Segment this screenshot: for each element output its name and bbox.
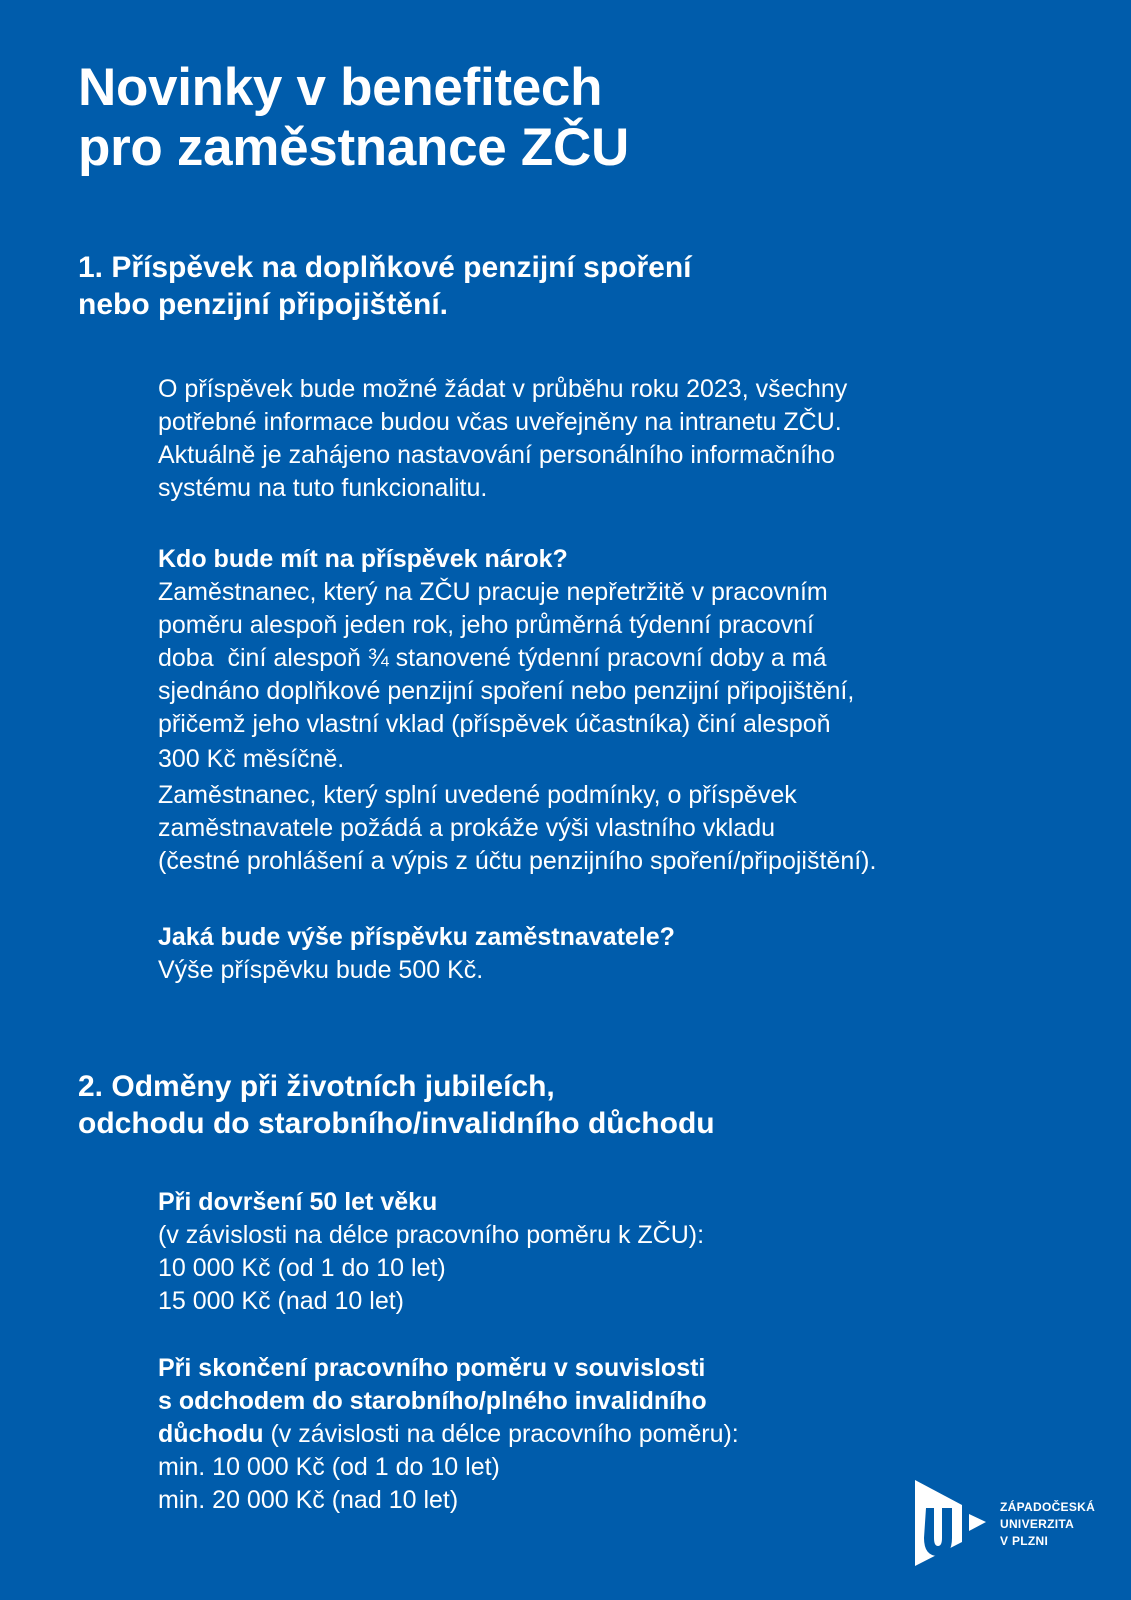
section-1-heading-line-1: 1. Příspěvek na doplňkové penzijní spoření xyxy=(78,251,692,284)
eligibility-line: sjednáno doplňkové penzijní spoření nebo penzijní připojištění, xyxy=(158,677,855,705)
eligibility-line: Zaměstnanec, který splní uvedené podmínky, o příspěvek xyxy=(158,781,797,809)
section-1-intro xyxy=(158,373,847,505)
retirement-line: min. 20 000 Kč (nad 10 let) xyxy=(158,1486,459,1514)
page-title-line-2: pro zaměstnance ZČU xyxy=(78,118,629,177)
eligibility-line: poměru alespoň jeden rok, jeho průměrná týdenní pracovní xyxy=(158,611,814,639)
jubilee-heading: Při dovršení 50 let věku xyxy=(158,1188,438,1216)
jubilee-line: (v závislosti na délce pracovního poměru k ZČU): xyxy=(158,1221,705,1249)
section-2-heading-line-2: odchodu do starobního/invalidního důchodu xyxy=(78,1107,715,1140)
intro-line: O příspěvek bude možné žádat v průběhu roku 2023, všechny xyxy=(158,375,848,403)
section-2-heading-line-1: 2. Odměny při životních jubileích, xyxy=(78,1070,555,1103)
jubilee-line: 15 000 Kč (nad 10 let) xyxy=(158,1287,404,1315)
jubilee-line: 10 000 Kč (od 1 do 10 let) xyxy=(158,1254,446,1282)
eligibility-line: zaměstnavatele požádá a prokáže výši vlastního vkladu xyxy=(158,814,776,842)
retirement-heading-line: Při skončení pracovního poměru v souvislosti xyxy=(158,1354,706,1382)
retirement-heading-rest: (v závislosti na délce pracovního poměru): xyxy=(263,1420,739,1448)
retirement-line: min. 10 000 Kč (od 1 do 10 let) xyxy=(158,1453,500,1481)
eligibility-line: doba činí alespoň ¾ stanovené týdenní pracovní doby a má xyxy=(158,644,827,672)
section-2-jubilee xyxy=(158,1186,704,1318)
intro-line: systému na tuto funkcionalitu. xyxy=(158,474,488,502)
eligibility-line: Zaměstnanec, který na ZČU pracuje nepřetržitě v pracovním xyxy=(158,578,828,606)
eligibility-line: přičemž jeho vlastní vklad (příspěvek účastníka) činí alespoň xyxy=(158,710,831,738)
university-logo xyxy=(912,1478,1102,1568)
section-1-heading xyxy=(78,249,692,323)
section-2-heading xyxy=(78,1068,715,1142)
section-1-heading-line-2: nebo penzijní připojištění. xyxy=(78,288,449,321)
university-name-line-1: ZÁPADOČESKÁ xyxy=(1000,1500,1096,1514)
page-title xyxy=(78,58,629,178)
retirement-heading-line: s odchodem do starobního/plného invalidního xyxy=(158,1387,707,1415)
eligibility-line: (čestné prohlášení a výpis z účtu penzijního spoření/připojištění). xyxy=(158,847,877,875)
amount-question: Jaká bude výše příspěvku zaměstnavatele? xyxy=(158,923,675,951)
university-name-line-3: V PLZNI xyxy=(1000,1534,1049,1548)
section-2-retirement xyxy=(158,1352,739,1517)
intro-line: Aktuálně je zahájeno nastavování personálního informačního xyxy=(158,441,835,469)
zcu-logo-icon xyxy=(912,1478,992,1568)
page-title-line-1: Novinky v benefitech xyxy=(78,58,603,117)
section-1-eligibility xyxy=(158,543,876,878)
retirement-heading-bold: důchodu xyxy=(158,1420,264,1448)
university-name-line-2: UNIVERZITA xyxy=(1000,1517,1075,1531)
intro-line: potřebné informace budou včas uveřejněny na intranetu ZČU. xyxy=(158,408,842,436)
retirement-heading-line xyxy=(158,1418,739,1451)
amount-text: Výše příspěvku bude 500 Kč. xyxy=(158,956,484,984)
eligibility-question: Kdo bude mít na příspěvek nárok? xyxy=(158,545,568,573)
section-1-amount xyxy=(158,921,675,987)
eligibility-line: 300 Kč měsíčně. xyxy=(158,745,345,773)
university-name xyxy=(1000,1499,1095,1550)
